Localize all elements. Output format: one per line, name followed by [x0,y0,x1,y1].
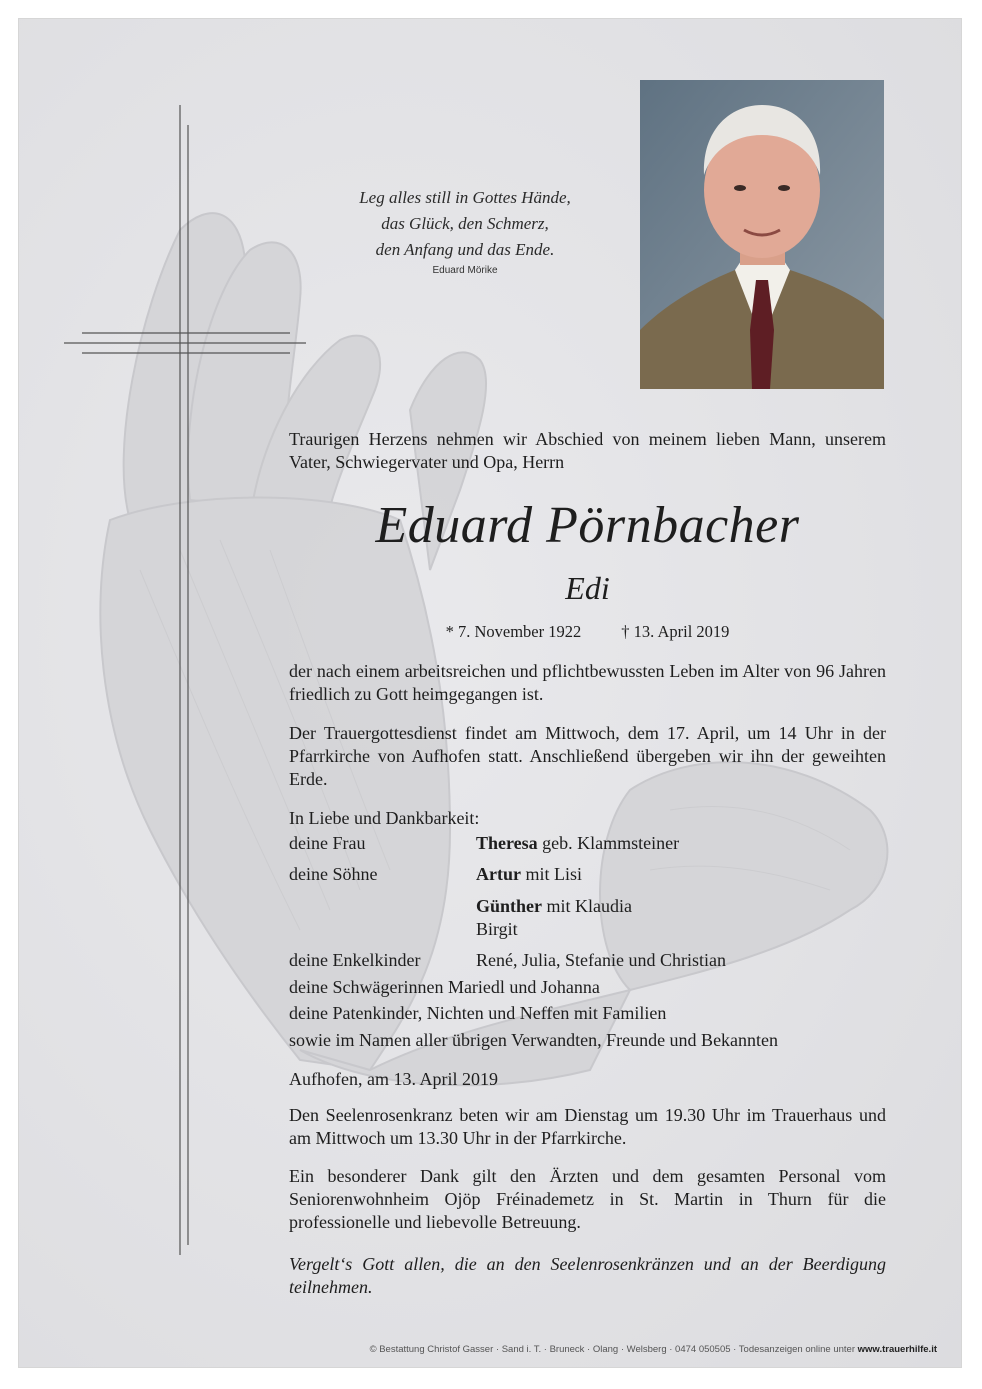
mourner-line: sowie im Namen aller übrigen Verwandten, Freunde und Bekannten [289,1030,779,1050]
mourner-name: Günther [476,896,543,916]
mourner-value: Birgit [476,919,518,939]
footer [289,1344,937,1355]
place-date: Aufhofen, am 13. April 2019 [289,1069,498,1089]
mourner-rest: mit Lisi [520,864,582,884]
mourner-line: deine Schwägerinnen Mariedl und Johanna [289,977,600,997]
quote-line: Leg alles still in Gottes Hände, [359,188,571,207]
paragraph-funeral-service: Der Trauergottesdienst findet am Mittwoch, dem 17. April, um 14 Uhr in der Pfarrkirche von Aufhofen statt. Anschließend übergeben wir ihn der geweihten Erde. [289,723,886,789]
mourner-name: Theresa [476,833,538,853]
deceased-name: Eduard Pörnbacher [375,497,800,554]
mourner-rest: mit Klaudia [542,896,632,916]
death-date: † 13. April 2019 [621,622,730,641]
paragraph-rosary: Den Seelenrosenkranz beten wir am Dienstag um 19.30 Uhr im Trauerhaus und am Mittwoch um 13.30 Uhr in der Pfarrkirche. [289,1105,886,1148]
mourner-rest: geb. Klammsteiner [537,833,680,853]
paragraph-passing: der nach einem arbeitsreichen und pflichtbewussten Leben im Alter von 96 Jahren friedlich zu Gott heimgegangen ist. [289,661,886,704]
life-dates [289,621,886,643]
mourner-label: deine Enkelkinder [289,950,421,970]
mourner-line: deine Patenkinder, Nichten und Neffen mit Familien [289,1003,667,1023]
intro-text: Traurigen Herzens nehmen wir Abschied von meinem lieben Mann, unserem Vater, Schwiegervater und Opa, Herrn [289,429,886,472]
mourner-name: Artur [476,864,521,884]
portrait-photo [640,80,884,389]
mourner-label: deine Frau [289,833,366,853]
mourner-label: deine Söhne [289,864,378,884]
mourner-value [476,863,582,886]
mourner-value: René, Julia, Stefanie und Christian [476,950,726,970]
deceased-nickname: Edi [565,570,610,606]
quote-line: den Anfang und das Ende. [375,240,555,259]
mourner-value [476,895,632,918]
paragraph-gratitude: Vergelt‘s Gott allen, die an den Seelenrosenkränzen und an der Beerdigung teilnehmen. [289,1254,886,1297]
footer-text: © Bestattung Christof Gasser · Sand i. T. · Bruneck · Olang · Welsberg · 0474 050505 · Todesanzeigen online unter [369,1344,858,1355]
quote-author: Eduard Mörike [432,265,498,276]
footer-link[interactable]: www.trauerhilfe.it [857,1344,937,1355]
mourners-heading: In Liebe und Dankbarkeit: [289,808,480,828]
cross-icon [62,105,312,1255]
quote-block [300,185,630,279]
mourner-value [476,832,679,855]
birth-date: * 7. November 1922 [445,622,582,641]
paragraph-thanks: Ein besonderer Dank gilt den Ärzten und dem gesamten Personal vom Seniorenwohnheim Ojöp Fréinademetz in St. Martin in Thurn für die professionelle und liebevolle Betreuung. [289,1166,886,1232]
quote-line: das Glück, den Schmerz, [381,214,549,233]
